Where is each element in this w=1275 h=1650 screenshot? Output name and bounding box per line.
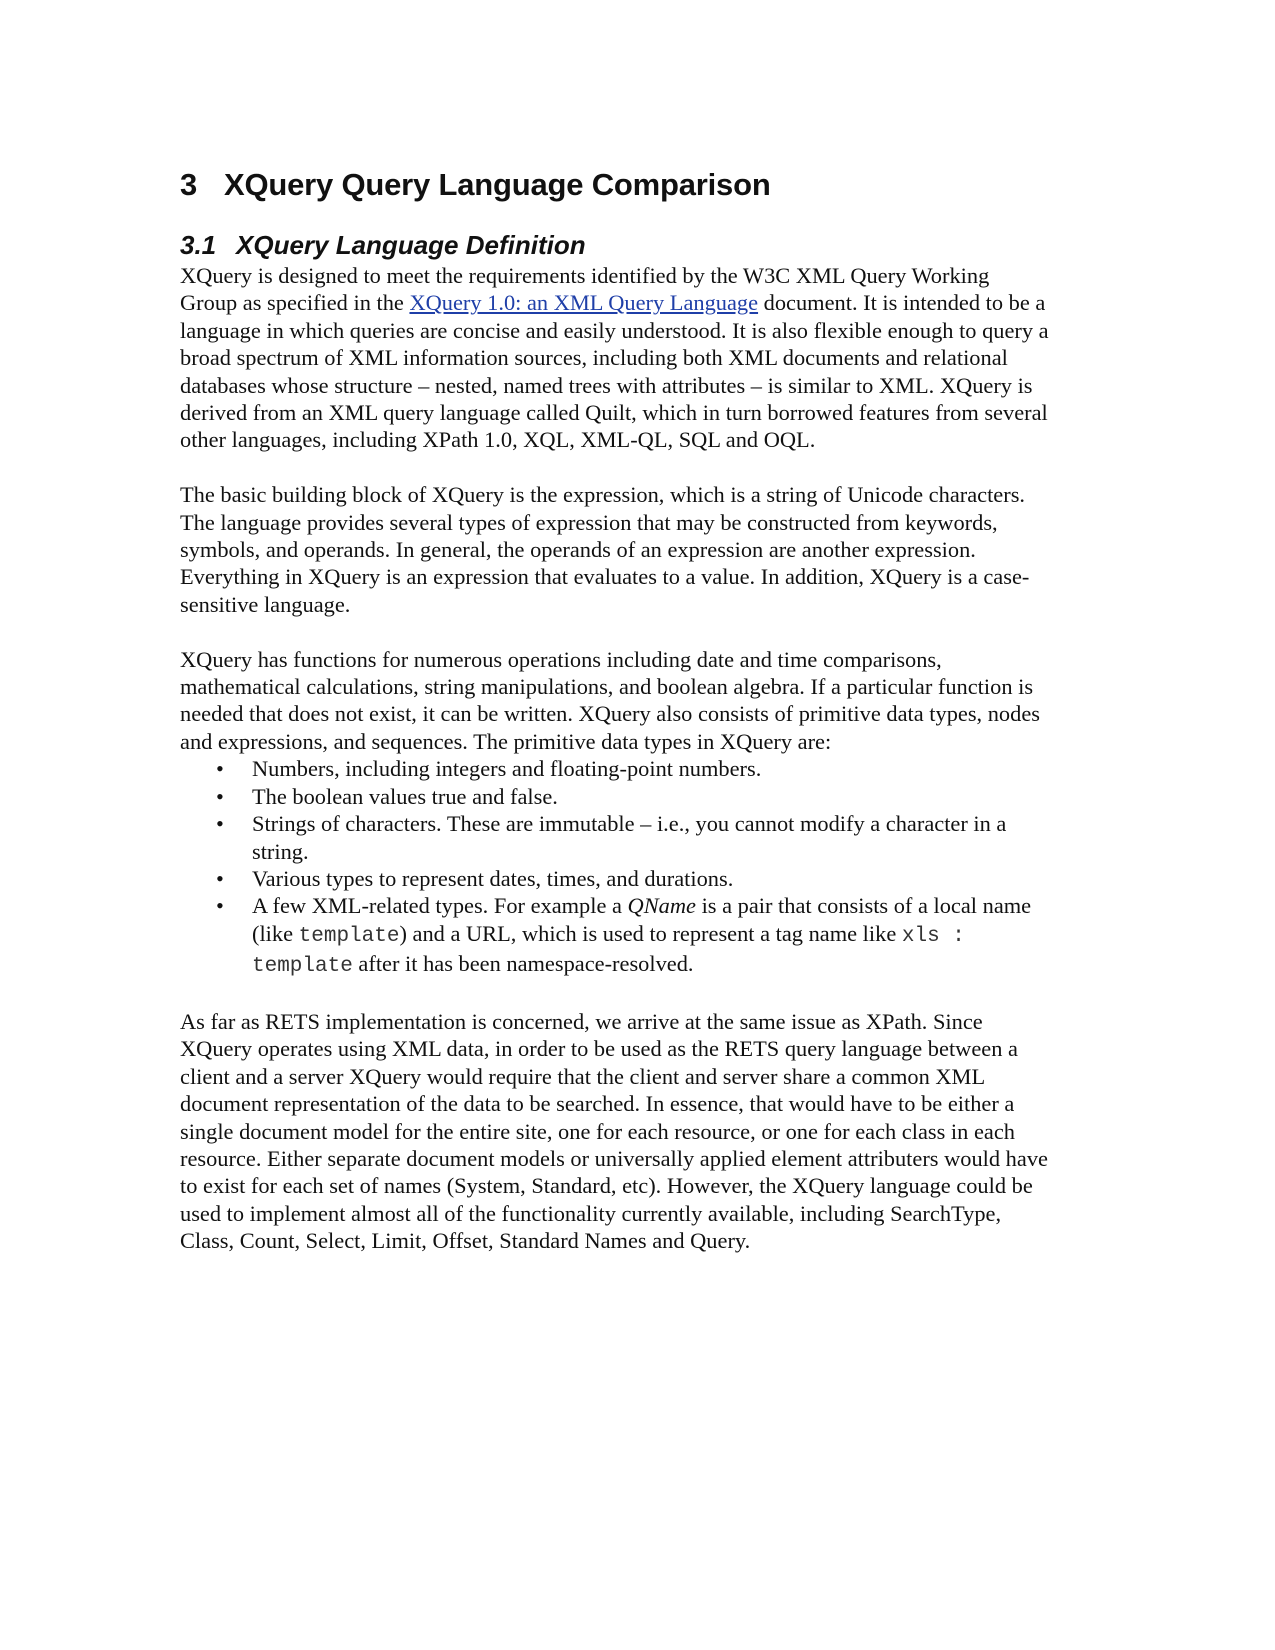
list-item-text: Numbers, including integers and floating-point numbers. [252, 756, 762, 782]
section-heading [180, 162, 1050, 208]
bullet-icon: • [216, 893, 224, 919]
list-item [180, 892, 1050, 980]
list-item-text-b: is a pair that consists of a local name (like [252, 893, 1032, 946]
subsection-heading [180, 228, 1050, 262]
paragraph-intro-text-a: XQuery is designed to meet the requirements identified by the W3C XML Query Working Group as specified in the [180, 263, 990, 316]
paragraph-intro-text-b: document. It is intended to be a language in which queries are concise and easily understood. It is also flexible enough to query a broad spectrum of XML information sources, including both XML documents and relational databases whose structure – nested, named trees with attributes – is similar to XML. XQuery is derived from an XML query language called Quilt, which in turn borrowed features from several other languages, including XPath 1.0, XQL, XML-QL, SQL and OQL. [180, 290, 1049, 453]
section-number: 3 [180, 167, 198, 202]
list-item-text: The boolean values true and false. [252, 783, 558, 809]
subsection-title-text: XQuery Language Definition [236, 230, 586, 260]
list-item-text-d: after it has been namespace-resolved. [352, 951, 694, 977]
paragraph-expressions: The basic building block of XQuery is the expression, which is a string of Unicode characters. The language provides several types of expression that may be constructed from keywords, symbols, and operands. In general, the operands of an expression are another expression. Everything in XQuery is an expression that evaluates to a value. In addition, XQuery is a case-sensitive language. [180, 482, 1030, 617]
qname-term: QName [627, 893, 696, 919]
bullet-icon: • [216, 783, 224, 809]
bullet-icon: • [216, 756, 224, 782]
bullet-icon: • [216, 865, 224, 891]
list-item-text-c: ) and a URL, which is used to represent a tag name like [399, 920, 902, 946]
paragraph-intro [180, 262, 1050, 454]
list-item-text-a: A few XML-related types. For example a [252, 893, 628, 919]
section-title-text: XQuery Query Language Comparison [224, 167, 771, 202]
list-item-text: Strings of characters. These are immutable – i.e., you cannot modify a character in a string. [252, 811, 1007, 864]
code-xls-template: xls : template [252, 924, 965, 979]
list-item [180, 783, 1050, 810]
subsection-number: 3.1 [180, 230, 217, 260]
list-item [180, 755, 1050, 782]
code-template: template [298, 924, 400, 948]
bullet-icon: • [216, 811, 224, 837]
paragraph-functions: XQuery has functions for numerous operations including date and time comparisons, mathematical calculations, string manipulations, and boolean algebra. If a particular function is needed that does not exist, it can be written. XQuery also consists of primitive data types, nodes and expressions, and sequences. The primitive data types in XQuery are: [180, 646, 1040, 754]
list-item [180, 865, 1050, 892]
primitive-types-list [180, 755, 1050, 980]
xquery-spec-link[interactable]: XQuery 1.0: an XML Query Language [409, 290, 759, 316]
list-item-text: Various types to represent dates, times, and durations. [252, 865, 734, 891]
list-item [180, 810, 1050, 865]
document-page [180, 162, 1050, 1282]
paragraph-rets: As far as RETS implementation is concerned, we arrive at the same issue as XPath. Since XQuery operates using XML data, in order to be used as the RETS query language between a client and a server XQuery would require that the client and server share a common XML document representation of the data to be searched. In essence, that would have to be either a single document model for the entire site, one for each resource, or one for each class in each resource. Either separate document models or universally applied element attributers would have to exist for each set of names (System, Standard, etc). However, the XQuery language could be used to implement almost all of the functionality currently available, including SearchType, Class, Count, Select, Limit, Offset, Standard Names and Query. [180, 1008, 1048, 1254]
